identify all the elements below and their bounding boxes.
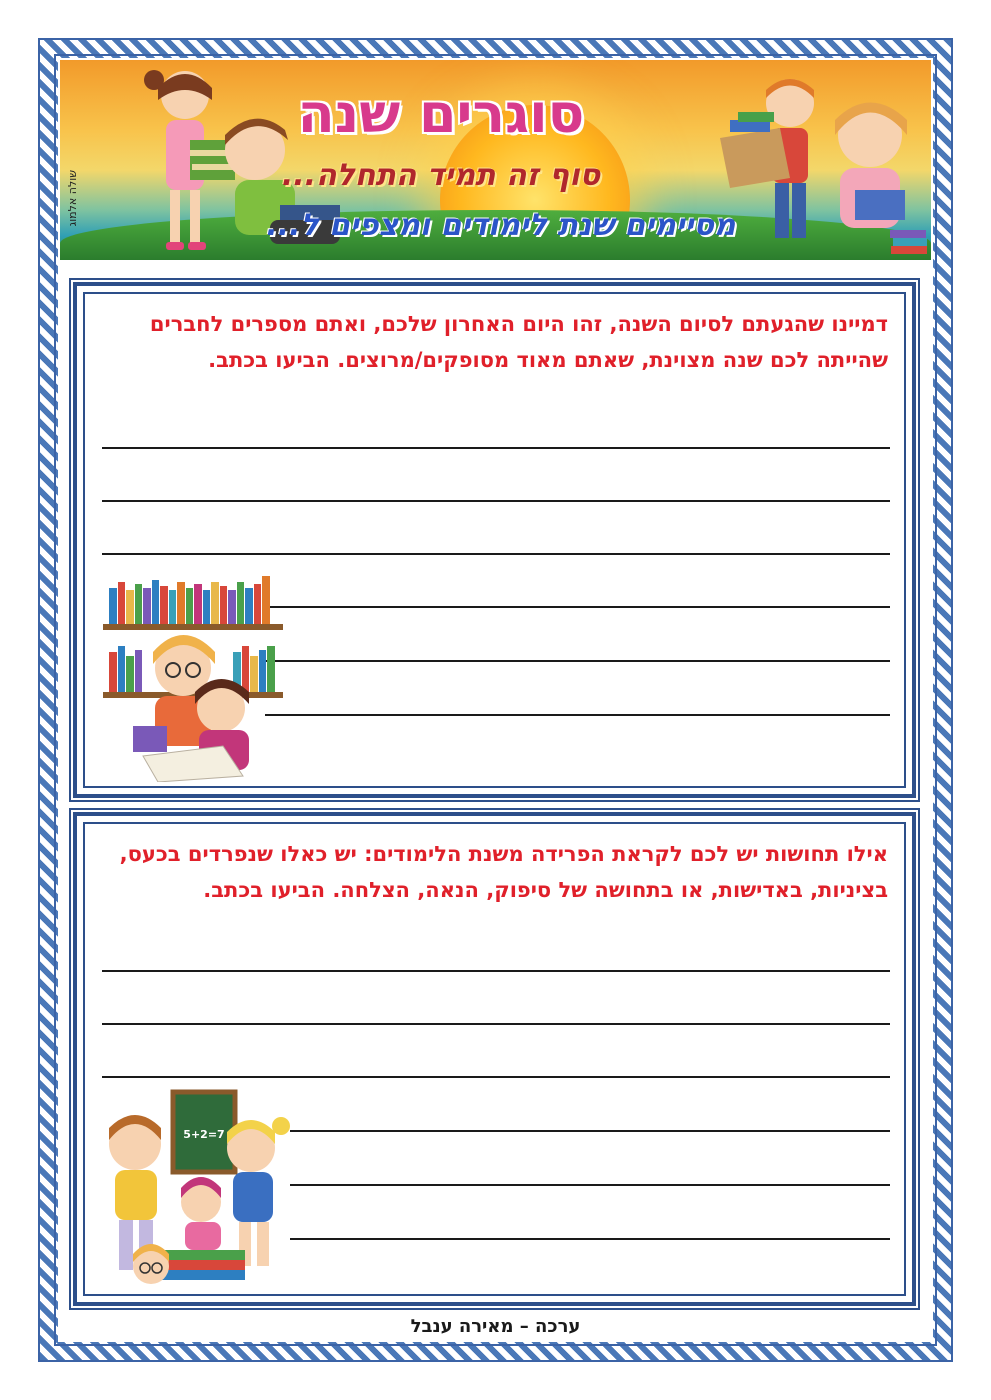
answer-line[interactable] [102, 1076, 890, 1078]
chalkboard-equation: 5+2=7 [183, 1128, 225, 1141]
banner-tagline: מסיימים שנת לימודים ומצפים ל... [266, 208, 736, 243]
answer-line[interactable] [265, 606, 890, 608]
header-banner [60, 60, 931, 260]
answer-line[interactable] [102, 1023, 890, 1025]
answer-line[interactable] [265, 660, 890, 662]
girl-reading-illustration [815, 90, 930, 260]
question-box-1 [73, 282, 916, 798]
answer-line[interactable] [102, 553, 890, 555]
answer-line[interactable] [290, 1184, 890, 1186]
answer-line[interactable] [102, 447, 890, 449]
banner-subtitle: סוף זה תמיד התחלה... [281, 158, 601, 193]
banner-title: סוגרים שנה [297, 82, 585, 145]
answer-line[interactable] [265, 714, 890, 716]
answer-line[interactable] [102, 500, 890, 502]
answer-line[interactable] [290, 1130, 890, 1132]
question-2-text: אילו תחושות יש לכם לקראת הפרידה משנת הלימודים: יש כאלו שנפרדים בכעס, בציניות, באדישות, או בתחושה של סיפוק, הנאה, הצלחה. הביעו בכתב. [119, 842, 888, 902]
answer-line[interactable] [290, 1238, 890, 1240]
kids-with-chalkboard-illustration [99, 1086, 299, 1296]
answer-line[interactable] [102, 970, 890, 972]
question-box-2 [73, 812, 916, 1306]
kids-at-bookshelf-illustration [103, 576, 283, 782]
artist-signature: שולה אלמוג [66, 170, 79, 227]
footer-credit: ערכה – מאירה ענבל [410, 1316, 581, 1337]
question-1-text: דמיינו שהגעתם לסיום השנה, זהו היום האחרון שלכם, ואתם מספרים לחברים שהייתה לכם שנה מצוינת, שאתם מאוד מסופקים/מרוצים. הביעו בכתב. [149, 312, 888, 372]
